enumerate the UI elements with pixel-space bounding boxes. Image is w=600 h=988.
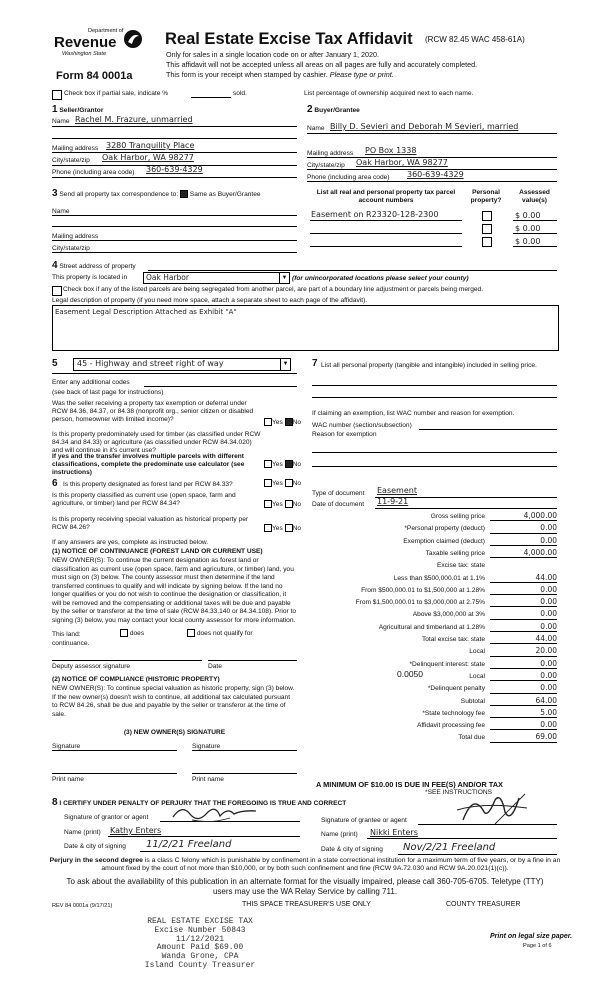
legal-paper-note: Print on legal size paper. xyxy=(490,933,573,940)
wac-line[interactable] xyxy=(419,429,557,430)
stamp-line-1: REAL ESTATE EXCISE TAX xyxy=(147,917,253,926)
no-label: No xyxy=(292,418,302,426)
sec3-city-line xyxy=(52,252,297,253)
grantee-date-line xyxy=(398,854,557,855)
stamp-line-2: Excise Number 50843 xyxy=(154,925,246,935)
grantor-date-line xyxy=(140,851,300,852)
alt-format-note: To ask about the availability of this publication in an alternate format for the visually impaired, please call 360-705-6705. Teletype (TTY) users may use the WA Relay Service by calling 711. xyxy=(66,877,544,896)
buyer-title: Buyer/Grantee xyxy=(314,107,360,114)
sec-3-num: 3 xyxy=(52,188,58,199)
additional-codes-label: Enter any additional codes xyxy=(52,379,130,386)
header-note-2: This affidavit will not be accepted unless all areas on all pages are fully and accurately completed. xyxy=(166,60,478,69)
tax-row-label: Affidavit processing fee xyxy=(416,722,485,730)
buyer-name-label: Name xyxy=(307,125,325,132)
reason-line-2[interactable] xyxy=(312,466,557,467)
no-label: No xyxy=(292,500,302,508)
legal-description-text: Easement Legal Description Attached as Exhibit "A" xyxy=(55,308,237,316)
chevron-down-icon: ▼ xyxy=(280,359,290,370)
assessed-value-2[interactable]: $ 0.00 xyxy=(515,224,541,233)
doc-date-line xyxy=(375,508,557,509)
tax-row-label: Total due xyxy=(458,734,485,742)
sec3-header xyxy=(52,188,261,201)
tax-row-label: Excise tax: state xyxy=(436,562,485,570)
tax-row-value[interactable]: 0.00 xyxy=(490,609,557,619)
street-address-label: Street address of property xyxy=(59,263,136,270)
perjury-bold: Perjury in the second degree xyxy=(49,857,143,864)
header-note-3 xyxy=(166,70,394,79)
owner-print-2-label: Print name xyxy=(192,776,224,783)
personal-checkbox-1[interactable] xyxy=(482,211,492,221)
tax-row-label: *Delinquent interest: state xyxy=(409,660,485,668)
timber-yesno xyxy=(264,460,301,469)
legal-label: Legal description of property (if you need more space, attach a separate sheet to each page of the affidavit). xyxy=(52,297,368,304)
tax-row-label: Subtotal xyxy=(460,697,485,705)
grantor-name[interactable]: Kathy Enters xyxy=(110,826,162,835)
land-use-value: 45 - Highway and street right of way xyxy=(77,359,224,368)
does-not-checkbox[interactable] xyxy=(187,629,195,637)
grantee-name[interactable]: Nikki Enters xyxy=(370,828,418,837)
dept-state: Washington State xyxy=(62,51,107,57)
timber-yes-checkbox[interactable] xyxy=(264,460,272,468)
certify-label: I CERTIFY UNDER PENALTY OF PERJURY THAT THE FOREGOING IS TRUE AND CORRECT xyxy=(59,800,347,807)
seller-title: Seller/Grantor xyxy=(59,107,104,114)
tax-row-value[interactable]: 0.00 xyxy=(490,585,557,595)
historic-question: Is this property receiving special valuation as historical property per RCW 84.26? xyxy=(52,516,249,532)
partial-sale-checkbox[interactable] xyxy=(52,90,62,100)
yes-label: Yes xyxy=(272,524,283,532)
tax-row-value[interactable]: 0.00 xyxy=(490,597,557,607)
sec-2-num: 2 xyxy=(307,104,313,115)
sec-5-num: 5 xyxy=(52,358,58,369)
personal-property-line-2[interactable] xyxy=(312,397,557,398)
doc-type-value[interactable]: Easement xyxy=(377,486,417,495)
form-number: Form 84 0001a xyxy=(56,70,133,82)
tax-row-label: Agricultural and timberland at 1.28% xyxy=(378,623,485,631)
grantor-signature-label: Signature of grantor or agent xyxy=(64,814,149,821)
current-use-question: Is this property classified as current use (open space, farm and agriculture, or timber) land per RCW 84.34? xyxy=(52,492,236,508)
no-label: No xyxy=(292,479,302,487)
stamp-line-6: Island County Treasurer xyxy=(144,960,256,970)
current-use-yesno xyxy=(264,500,301,509)
personal-header: Personal property? xyxy=(470,189,502,205)
sec-1-num: 1 xyxy=(52,104,58,115)
deputy-signature-label: Deputy assessor signature xyxy=(52,663,131,670)
parcel-header: List all real and personal property tax parcel account numbers xyxy=(316,189,456,205)
seller-mailing-label: Mailing address xyxy=(52,145,99,152)
buyer-name-line xyxy=(307,133,557,134)
grantee-signature-label: Signature of grantee or agent xyxy=(321,817,407,824)
partial-sold: sold. xyxy=(233,90,247,97)
sec-7-num: 7 xyxy=(312,358,318,369)
parcel-1[interactable]: Easement on R23320-128-2300 xyxy=(311,210,439,219)
buyer-name[interactable]: Billy D. Sevieri and Deborah M Sevieri, married xyxy=(330,122,519,131)
grantor-signature xyxy=(170,802,260,824)
sec3-city-label: City/state/zip xyxy=(52,245,90,252)
tax-row-value[interactable]: 64.00 xyxy=(490,696,557,706)
tax-row-value[interactable]: 0.00 xyxy=(490,720,557,730)
grantor-date-city[interactable]: 11/2/21 Freeland xyxy=(146,839,232,850)
deputy-signature-line[interactable] xyxy=(52,660,202,661)
sec3-name-line xyxy=(52,215,297,216)
tax-row-value[interactable]: 69.00 xyxy=(490,732,557,742)
grantor-date-label: Date & city of signing xyxy=(64,843,126,850)
owner-print-2-line[interactable] xyxy=(192,773,297,774)
tax-row-value[interactable]: 0.00 xyxy=(490,523,557,533)
grantee-date-label: Date & city of signing xyxy=(321,846,383,853)
partial-percent-line[interactable] xyxy=(191,97,231,98)
buyer-city[interactable]: Oak Harbor, WA 98277 xyxy=(356,158,448,167)
tax-row-value[interactable]: 4,000.00 xyxy=(490,511,557,521)
unincorporated-note: (for unincorporated locations please select your county) xyxy=(292,275,469,282)
personal-checkbox-2[interactable] xyxy=(482,224,492,234)
location-value: Oak Harbor xyxy=(146,273,189,282)
parcel-3-line xyxy=(310,246,462,247)
current-use-no-checkbox[interactable] xyxy=(285,500,293,508)
sec4-header xyxy=(52,260,136,273)
tax-row-value[interactable]: 0.00 xyxy=(490,536,557,546)
continuance-label: continuance. xyxy=(52,640,90,647)
forest-question: Is this property designated as forest land per RCW 84.33? xyxy=(63,481,233,488)
seller-phone-line xyxy=(52,177,297,178)
assessed-header: Assessed value(s) xyxy=(519,189,550,205)
buyer-city-label: City/state/zip xyxy=(307,162,345,169)
does-not-option xyxy=(187,629,253,638)
partial-sale-label: Check box if partial sale, indicate % xyxy=(64,90,169,97)
tax-row-label: Exemption claimed (deduct) xyxy=(403,537,485,545)
exemption-label: If claiming an exemption, list WAC number and reason for exemption. xyxy=(312,410,515,417)
current-use-yes-checkbox[interactable] xyxy=(264,500,272,508)
sec3-mailing-line xyxy=(52,240,297,241)
treasurer-only: THIS SPACE TREASURER'S USE ONLY xyxy=(242,901,371,908)
same-as-buyer-checkbox[interactable] xyxy=(180,190,188,198)
yes-label: Yes xyxy=(272,418,283,426)
notice-2-body: NEW OWNER(S): To continue special valuation as historic property, sign (3) below. If the new owner(s) doesn't wish to continue, all additional tax calculated pursuant to RCW 84.26, shall be due and payable by the seller or transferor at the time of sale. xyxy=(52,685,295,718)
grantor-name-label: Name (print) xyxy=(64,829,101,836)
header-note-3-text: This form is your receipt when stamped by cashier. xyxy=(166,70,328,79)
stamp-line-4: Amount Paid $69.00 xyxy=(156,943,244,953)
ownership-note: List percentage of ownership acquired next to each name. xyxy=(304,90,474,97)
forest-yesno xyxy=(264,479,301,488)
seller-name[interactable]: Rachel M. Frazure, unmarried xyxy=(75,115,193,124)
personal-checkbox-3[interactable] xyxy=(482,237,492,247)
tax-row-value[interactable]: 44.00 xyxy=(490,573,557,583)
buyer-mailing-label: Mailing address xyxy=(307,150,354,157)
tax-row-value[interactable]: 0.00 xyxy=(490,671,557,681)
does-option xyxy=(120,629,144,638)
sec3-name-label: Name xyxy=(52,208,70,215)
notice-1-title: (1) NOTICE OF CONTINUANCE (FOREST LAND OR CURRENT USE) xyxy=(52,548,263,555)
form-title: Real Estate Excise Tax Affidavit xyxy=(165,30,413,48)
tax-row-value[interactable]: 44.00 xyxy=(490,634,557,644)
tax-row-label: Gross selling price xyxy=(430,513,485,520)
buyer-header xyxy=(307,104,360,117)
see-instructions-5: (see back of last page for instructions) xyxy=(52,389,164,396)
local-rate: 0.0050 xyxy=(397,669,423,679)
buyer-phone[interactable]: 360-639-4329 xyxy=(407,170,464,179)
tax-row-label: *Personal property (deduct) xyxy=(404,525,485,533)
owner-print-1-label: Print name xyxy=(52,776,84,783)
additional-codes-line[interactable] xyxy=(144,386,297,387)
stamp-line-3: 11/12/2021 xyxy=(175,934,224,944)
notice-2-title: (2) NOTICE OF COMPLIANCE (HISTORIC PROPERTY) xyxy=(52,676,220,683)
tax-row-label: From $1,500,000.01 to $3,000,000 at 2.75% xyxy=(355,599,485,607)
does-label: does xyxy=(129,629,145,637)
segregated-label: Check box if any of the listed parcels are being segregated from another parcel, are part of a boundary line adjustment or parcels being merged. xyxy=(63,286,484,293)
this-land-label: This land: xyxy=(52,631,81,638)
owner-signature-2-label: Signature xyxy=(192,743,221,750)
doc-type-label: Type of document xyxy=(312,490,365,497)
assessed-line-3 xyxy=(513,246,557,247)
seller-city[interactable]: Oak Harbor, WA 98277 xyxy=(102,153,194,162)
segregated-checkbox[interactable] xyxy=(52,286,62,296)
yes-label: Yes xyxy=(272,479,283,487)
tax-row-value[interactable]: 20.00 xyxy=(490,646,557,656)
minimum-fee-note: A MINIMUM OF $10.00 IS DUE IN FEE(S) AND/OR TAX xyxy=(316,780,503,789)
tax-row-label: *State technology fee xyxy=(422,709,485,717)
exemption-yes-checkbox[interactable] xyxy=(264,418,272,426)
rev-number: REV 84 0001a (9/17/21) xyxy=(52,903,113,909)
same-as-buyer-label: Same as Buyer/Grantee xyxy=(189,191,261,198)
sec-4-num: 4 xyxy=(52,260,58,271)
owner-print-1-line[interactable] xyxy=(52,773,177,774)
seller-phone[interactable]: 360-639-4329 xyxy=(146,165,203,174)
tax-row-label: From $500,000.01 to $1,500,000 at 1.28% xyxy=(361,586,485,594)
seller-phone-label: Phone (including area code) xyxy=(52,169,135,176)
seller-name-line xyxy=(52,126,297,127)
county-treasurer: COUNTY TREASURER xyxy=(446,901,521,908)
tax-row-value[interactable]: 4,000.00 xyxy=(490,548,557,558)
grantor-name-line xyxy=(108,836,300,837)
buyer-phone-line xyxy=(307,181,557,182)
location-select[interactable] xyxy=(143,272,290,284)
owner-signature-1-label: Signature xyxy=(52,743,81,750)
does-checkbox[interactable] xyxy=(120,629,128,637)
land-use-select[interactable] xyxy=(73,358,291,371)
dor-logo xyxy=(52,28,152,68)
tax-row-value[interactable]: 0.00 xyxy=(490,659,557,669)
sec3-label: Send all property tax correspondence to: xyxy=(59,191,179,198)
sec-8-num: 8 xyxy=(52,797,58,808)
no-label: No xyxy=(292,460,302,468)
reason-label: Reason for exemption xyxy=(312,431,377,438)
does-not-label: does not qualify for xyxy=(196,629,253,637)
exemption-yesno xyxy=(264,418,301,427)
legal-description-field[interactable] xyxy=(52,305,559,351)
sec5-line xyxy=(52,373,297,374)
tax-row-value[interactable]: 0.00 xyxy=(490,622,557,632)
grantee-date-city[interactable]: Nov/2/21 Freeland xyxy=(403,842,496,853)
timber-question: Is this property predominately used for timber (as classified under RCW 84.34 and 84.33) or agriculture (as classified under RCW 84.34.020) and will continue in it's current use? xyxy=(52,431,261,455)
stamp-line-5: Wanda Grone, CPA xyxy=(161,952,239,962)
header-note-1: Only for sales in a single location code on or after January 1, 2020. xyxy=(166,50,379,59)
sec3-extra-line xyxy=(52,226,297,227)
header-note-3-italic: Please type or print. xyxy=(329,70,394,79)
doc-date-value[interactable]: 11-9-21 xyxy=(377,497,409,506)
dept-line: Department of xyxy=(88,28,124,34)
seller-mailing[interactable]: 3280 Tranquility Place xyxy=(106,141,195,150)
see-instructions-note: *SEE INSTRUCTIONS xyxy=(425,789,493,796)
treasurer-stamp xyxy=(130,918,270,971)
yes-label: Yes xyxy=(272,500,283,508)
deputy-date-label: Date xyxy=(208,663,222,670)
notice-1-body: NEW OWNER(S): To continue the current designation as forest land or classification as current use (open space, farm and agriculture, or timber) land, you must sign on (3) below. The county assessor must then determine if the land transferred continues to qualify and will indicate by signing below. If the land no longer qualifies or you do not wish to continue the designation or classification, it will be removed and the compensating or additional taxes will be due and payable by the seller or transferor at the time of sale (RCW 84.33.140 or 84.34.108). Prior to signing (3) below, you may contact your local county assessor for more information. xyxy=(52,557,297,624)
exemption-question: Was the seller receiving a property tax exemption or deferral under RCW 84.36, 84.37, or 84.38 (nonprofit org., senior citizen or disabled person, homeowner with limited income)? xyxy=(52,400,254,424)
parcel-1-line xyxy=(310,220,462,221)
page-number: Page 1 of 6 xyxy=(523,943,552,949)
if-yes-note: If any answers are yes, complete as instructed below. xyxy=(52,539,209,546)
seller-name-label: Name xyxy=(52,118,70,125)
assessed-line-1 xyxy=(513,220,557,221)
tax-row-label: *Delinquent penalty xyxy=(427,685,485,693)
notice-3-title: (3) NEW OWNER(S) SIGNATURE xyxy=(123,729,226,736)
reason-line-1[interactable] xyxy=(312,452,557,453)
street-address-line[interactable] xyxy=(148,270,557,271)
assessed-value-3[interactable]: $ 0.00 xyxy=(515,237,541,246)
personal-property-label: List all personal property (tangible and intangible) included in selling price. xyxy=(321,362,537,369)
yes-label: Yes xyxy=(272,460,283,468)
tax-row-value[interactable]: 0.00 xyxy=(490,683,557,693)
grantee-name-line xyxy=(367,838,557,839)
grantee-name-label: Name (print) xyxy=(321,831,358,838)
tax-row-value[interactable]: 5.00 xyxy=(490,708,557,718)
seller-extra-line xyxy=(52,138,297,139)
assessed-value-1[interactable]: $ 0.00 xyxy=(515,211,541,220)
historic-yesno xyxy=(264,524,301,533)
tax-row-label: Taxable selling price xyxy=(425,549,485,557)
form-rcw: (RCW 82.45 WAC 458-61A) xyxy=(425,35,525,44)
tax-row-label: Local xyxy=(469,672,485,680)
forest-no-checkbox[interactable] xyxy=(285,479,293,487)
historic-no-checkbox[interactable] xyxy=(285,524,293,532)
doc-date-label: Date of document xyxy=(312,501,365,508)
wac-label: WAC number (section/subsection) xyxy=(312,422,412,429)
deputy-date-line[interactable] xyxy=(208,660,297,661)
tax-row-label: Above $3,000,000 at 3% xyxy=(412,611,485,619)
historic-yes-checkbox[interactable] xyxy=(264,524,272,532)
seller-city-label: City/state/zip xyxy=(52,157,90,164)
assessed-line-2 xyxy=(513,233,557,234)
tax-row-label: Less than $500,000.01 at 1.1% xyxy=(393,574,485,582)
no-label: No xyxy=(292,524,302,532)
dept-revenue: Revenue xyxy=(54,34,117,51)
sec3-mailing-label: Mailing address xyxy=(52,233,99,240)
sec-6-num: 6 xyxy=(52,478,58,489)
timber-calculator-note: If yes and the transfer involves multiple parcels with different classifications, complete the predominate use calculator (see instructions) xyxy=(52,453,245,477)
buyer-phone-label: Phone (including area code) xyxy=(307,174,390,181)
personal-property-line-1[interactable] xyxy=(312,385,557,386)
forest-yes-checkbox[interactable] xyxy=(264,479,272,487)
perjury-note: Perjury in the second degree is a class C felony which is punishable by confinement in a state correctional institution for a maximum term of five years, or by a fine in an amount fixed by the court of not more than $10,000, or by both such confinement and fine (RCW 9A.72.030 and RCW 9A.20.021(1)(c)). xyxy=(49,857,561,873)
timber-no-checkbox[interactable] xyxy=(285,460,293,468)
tax-row-label: Local xyxy=(469,648,485,656)
revenue-swirl-icon xyxy=(123,28,143,50)
parcel-2-line xyxy=(310,233,462,234)
tax-row-label: Total excise tax: state xyxy=(421,636,485,643)
chevron-down-icon: ▼ xyxy=(279,273,289,283)
buyer-mailing[interactable]: PO Box 1338 xyxy=(365,146,417,155)
grantee-signature xyxy=(455,790,530,828)
exemption-no-checkbox[interactable] xyxy=(285,418,293,426)
located-label: This property is located in xyxy=(52,274,128,281)
